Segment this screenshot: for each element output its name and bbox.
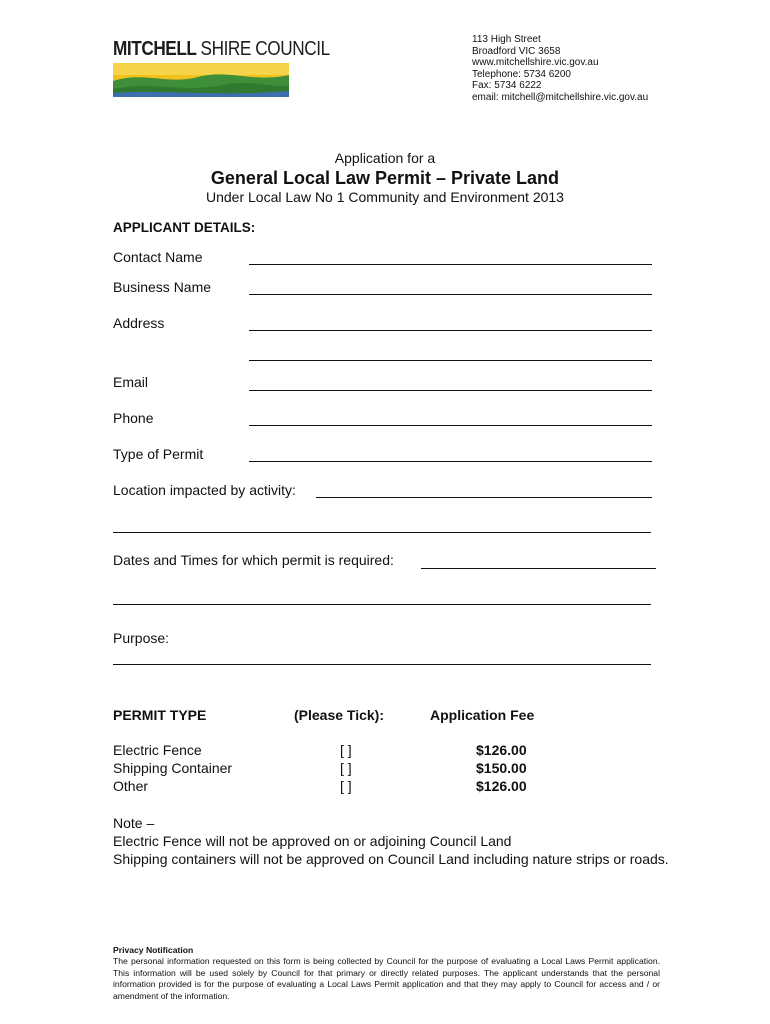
permit-type-other: Other <box>113 778 149 794</box>
address-fax: Fax: 5734 6222 <box>472 80 542 92</box>
purpose-field[interactable] <box>113 664 651 665</box>
address-field-line-2[interactable] <box>249 360 652 361</box>
address-website: www.mitchellshire.vic.gov.au <box>472 57 599 69</box>
phone-field[interactable] <box>249 425 652 426</box>
location-field-line-1[interactable] <box>316 497 652 498</box>
address-telephone: Telephone: 5734 6200 <box>472 68 571 80</box>
privacy-notification <box>113 945 660 1002</box>
please-tick-header: (Please Tick): <box>294 707 385 723</box>
type-of-permit-field[interactable] <box>249 461 652 462</box>
dates-times-field-line-1[interactable] <box>421 568 656 569</box>
note-line-shipping-containers: Shipping containers will not be approved on Council Land including nature strips or roads. <box>113 851 669 867</box>
address-email: email: mitchell@mitchellshire.vic.gov.au <box>472 91 649 103</box>
council-logo-graphic <box>113 63 289 97</box>
contact-name-label: Contact Name <box>113 249 203 265</box>
applicant-details-heading: APPLICANT DETAILS: <box>113 220 256 235</box>
address-field-line-1[interactable] <box>249 330 652 331</box>
council-logo-text <box>113 38 330 61</box>
logo-name-rest: SHIRE COUNCIL <box>200 38 330 60</box>
pre-title: Application for a <box>334 150 436 166</box>
address-label: Address <box>113 315 165 331</box>
note-line-electric-fence: Electric Fence will not be approved on or adjoining Council Land <box>113 833 512 849</box>
form-title: General Local Law Permit – Private Land <box>210 168 560 188</box>
location-field-line-2[interactable] <box>113 532 651 533</box>
tick-box-electric-fence[interactable]: [ ] <box>340 742 352 758</box>
permit-type-electric-fence: Electric Fence <box>113 742 202 758</box>
address-street: 113 High Street <box>472 34 541 45</box>
note-heading: Note – <box>113 815 155 831</box>
fee-electric-fence: $126.00 <box>476 742 527 758</box>
permit-type-header: PERMIT TYPE <box>113 707 207 723</box>
email-label: Email <box>113 374 149 390</box>
permit-type-shipping-container: Shipping Container <box>113 760 233 776</box>
privacy-title: Privacy Notification <box>113 945 194 955</box>
type-of-permit-label: Type of Permit <box>113 446 204 462</box>
council-address-block <box>472 34 648 104</box>
logo-name-bold: MITCHELL <box>113 38 197 60</box>
contact-name-field[interactable] <box>249 264 652 265</box>
business-name-field[interactable] <box>249 294 652 295</box>
phone-label: Phone <box>113 410 154 426</box>
tick-box-other[interactable]: [ ] <box>340 778 352 794</box>
business-name-label: Business Name <box>113 279 212 295</box>
email-field[interactable] <box>249 390 652 391</box>
note-block <box>113 814 673 868</box>
privacy-body: The personal information requested on this form is being collected by Council for the purpose of evaluating a Local Laws Permit application. This information will be used solely by Council for that primary or directly related purposes. The applicant understands that the personal information provided is for the purpose of evaluating a Local Laws Permit application and that they may apply to Council for access and / or amendment of the information. <box>113 956 660 1001</box>
dates-times-label: Dates and Times for which permit is required: <box>113 552 394 568</box>
fee-shipping-container: $150.00 <box>476 760 527 776</box>
purpose-label: Purpose: <box>113 630 170 646</box>
application-fee-header: Application Fee <box>430 707 535 723</box>
tick-box-shipping-container[interactable]: [ ] <box>340 760 352 776</box>
address-town: Broadford VIC 3658 <box>472 45 561 57</box>
dates-times-field-line-2[interactable] <box>113 604 651 605</box>
fee-other: $126.00 <box>476 778 527 794</box>
location-label: Location impacted by activity: <box>113 482 296 498</box>
form-subtitle: Under Local Law No 1 Community and Environment 2013 <box>206 189 564 205</box>
